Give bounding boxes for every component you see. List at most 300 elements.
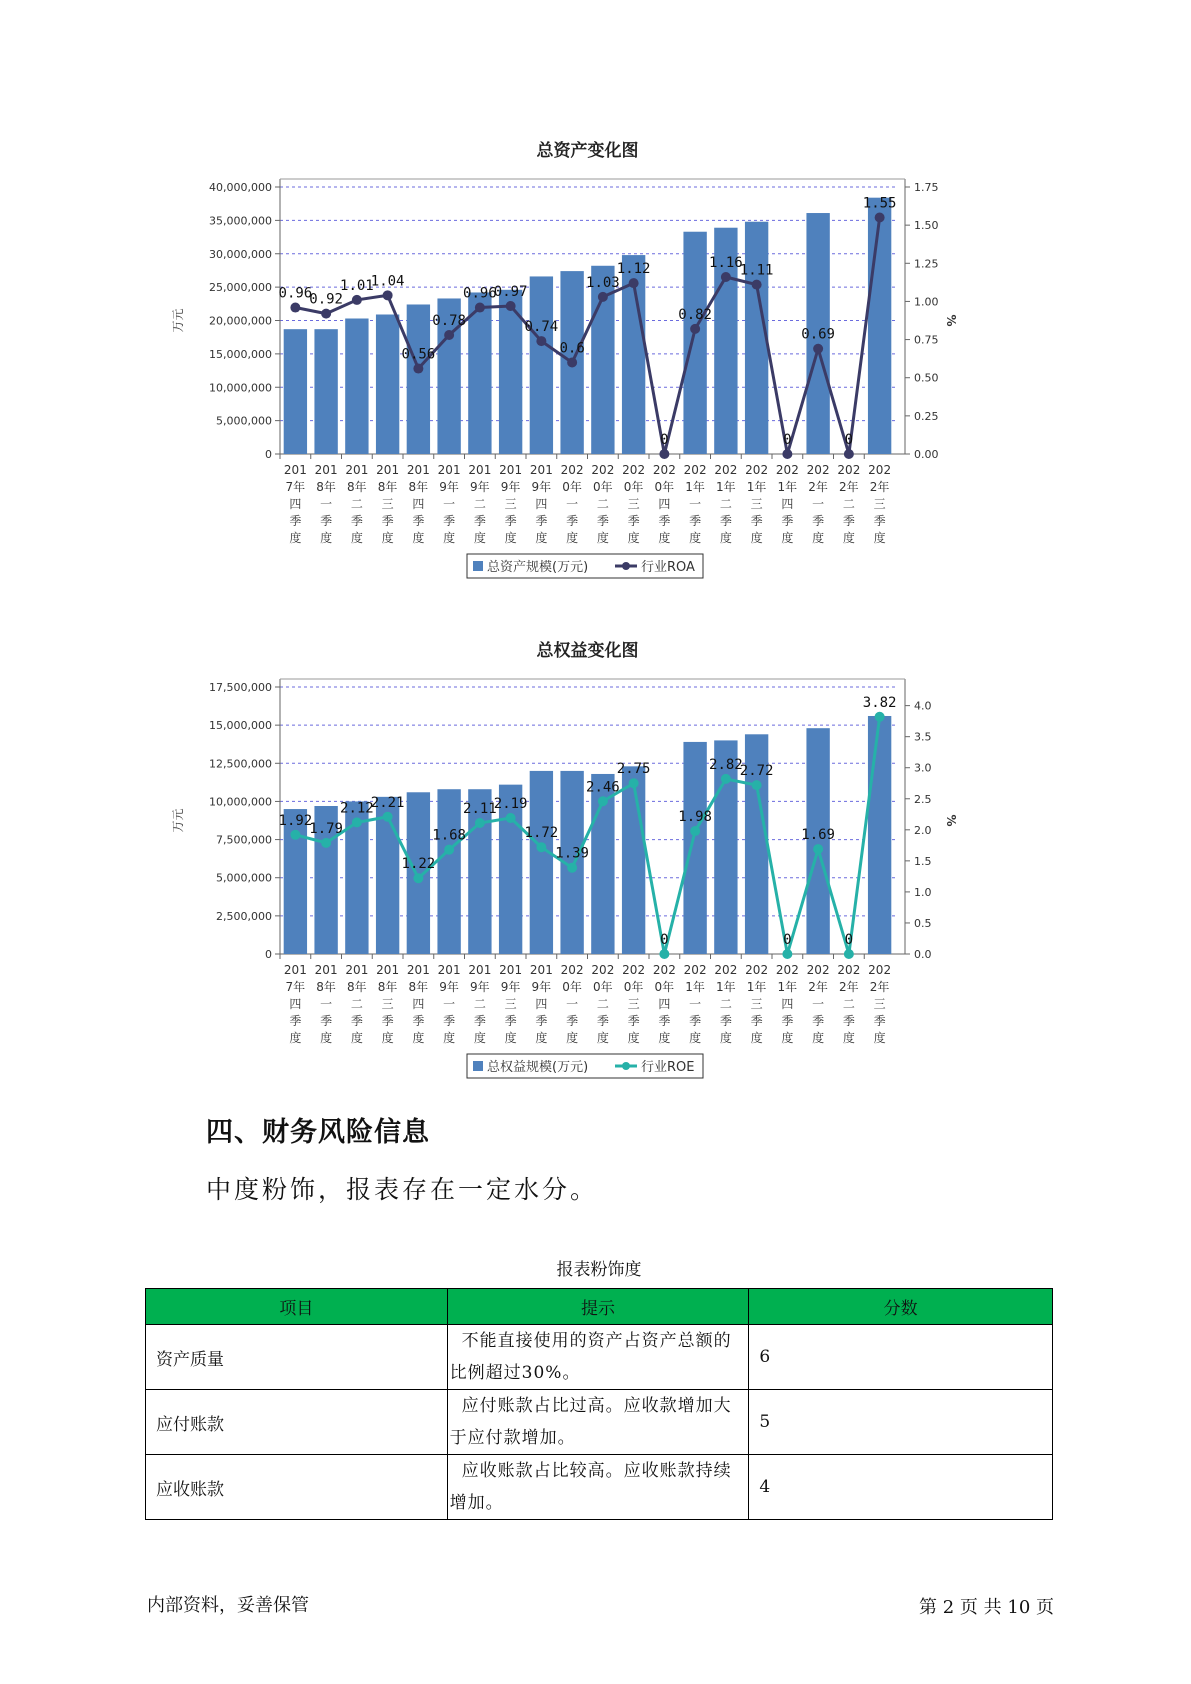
data-label: 1.79 bbox=[309, 820, 343, 837]
x-tick-label: 一 bbox=[566, 497, 579, 511]
x-tick-label: 202 bbox=[868, 963, 892, 977]
x-tick-label: 四 bbox=[658, 497, 671, 511]
data-label: 0.6 bbox=[559, 340, 585, 357]
header-item: 项目 bbox=[146, 1289, 448, 1325]
data-label: 1.72 bbox=[524, 825, 559, 842]
x-tick-label: 202 bbox=[775, 463, 799, 477]
x-tick-label: 2年 bbox=[808, 980, 828, 994]
x-tick-label: 202 bbox=[806, 963, 830, 977]
x-tick-label: 季 bbox=[320, 1014, 333, 1028]
x-tick-label: 度 bbox=[842, 531, 855, 545]
x-tick-label: 季 bbox=[535, 1014, 548, 1028]
line-point bbox=[659, 449, 669, 459]
row-score: 6 bbox=[749, 1325, 1053, 1390]
whitewash-table bbox=[145, 1288, 1053, 1520]
data-label: 0.82 bbox=[678, 306, 712, 323]
x-tick-label: 度 bbox=[566, 1031, 579, 1045]
y-tick-label: 25,000,000 bbox=[209, 281, 272, 295]
x-tick-label: 季 bbox=[627, 1014, 640, 1028]
line-point bbox=[629, 278, 639, 288]
x-tick-label: 度 bbox=[781, 1031, 794, 1045]
x-tick-label: 度 bbox=[289, 531, 302, 545]
table-caption: 报表粉饰度 bbox=[556, 1260, 642, 1280]
x-tick-label: 201 bbox=[529, 463, 553, 477]
x-tick-label: 季 bbox=[504, 1014, 517, 1028]
x-tick-label: 度 bbox=[381, 531, 394, 545]
bar bbox=[868, 716, 891, 954]
data-label: 2.19 bbox=[493, 796, 528, 813]
x-tick-label: 202 bbox=[714, 463, 738, 477]
x-tick-label: 季 bbox=[750, 514, 763, 528]
x-tick-label: 四 bbox=[412, 497, 425, 511]
x-tick-label: 1年 bbox=[746, 480, 767, 494]
x-tick-label: 1年 bbox=[777, 980, 798, 994]
bar bbox=[622, 766, 645, 954]
x-tick-label: 二 bbox=[719, 497, 732, 511]
data-label: 2.75 bbox=[616, 761, 651, 778]
x-tick-label: 度 bbox=[320, 1031, 333, 1045]
x-tick-label: 季 bbox=[842, 1014, 855, 1028]
x-tick-label: 季 bbox=[566, 1014, 579, 1028]
x-tick-label: 度 bbox=[627, 1031, 640, 1045]
x-tick-label: 二 bbox=[596, 997, 609, 1011]
x-tick-label: 9年 bbox=[470, 480, 490, 494]
x-tick-label: 季 bbox=[781, 1014, 794, 1028]
line-point bbox=[782, 949, 792, 959]
data-label: 0 bbox=[660, 432, 669, 448]
line-point bbox=[629, 778, 639, 788]
y-tick-label: 0 bbox=[265, 948, 272, 961]
line-point bbox=[567, 863, 577, 873]
x-tick-label: 二 bbox=[473, 497, 486, 511]
y2-tick-label: 0.5 bbox=[914, 916, 932, 930]
y2-tick-label: 1.5 bbox=[914, 854, 932, 868]
x-tick-label: 2年 bbox=[839, 480, 859, 494]
x-tick-label: 度 bbox=[781, 531, 794, 545]
data-label: 0.97 bbox=[493, 284, 528, 301]
line-point bbox=[352, 817, 362, 827]
y2-tick-label: 3.0 bbox=[914, 761, 932, 775]
data-label: 0 bbox=[783, 432, 792, 448]
x-tick-label: 季 bbox=[627, 514, 640, 528]
x-tick-label: 0年 bbox=[623, 980, 644, 994]
line-point bbox=[598, 796, 608, 806]
y-tick-label: 5,000,000 bbox=[216, 871, 272, 885]
y2-tick-label: 1.75 bbox=[914, 181, 939, 194]
data-label: 0.69 bbox=[801, 326, 835, 343]
y-tick-label: 5,000,000 bbox=[216, 414, 272, 428]
y-tick-label: 2,500,000 bbox=[216, 909, 272, 923]
x-tick-label: 四 bbox=[289, 997, 302, 1011]
data-label: 2.21 bbox=[370, 794, 405, 811]
x-tick-label: 201 bbox=[468, 963, 492, 977]
x-tick-label: 202 bbox=[775, 963, 799, 977]
x-tick-label: 8年 bbox=[316, 480, 336, 494]
y-tick-label: 35,000,000 bbox=[209, 214, 272, 228]
y2-tick-label: 2.0 bbox=[914, 823, 932, 837]
x-tick-label: 季 bbox=[596, 514, 609, 528]
data-label: 1.68 bbox=[432, 827, 466, 844]
x-tick-label: 季 bbox=[658, 514, 671, 528]
x-tick-label: 季 bbox=[412, 514, 425, 528]
line-point bbox=[383, 290, 393, 300]
table-row bbox=[146, 1325, 1053, 1390]
x-tick-label: 0年 bbox=[562, 480, 582, 494]
line-point bbox=[290, 303, 300, 313]
row-item: 应收账款 bbox=[146, 1455, 448, 1520]
y2-tick-label: 0.00 bbox=[914, 448, 939, 461]
x-tick-label: 季 bbox=[473, 514, 486, 528]
line-point bbox=[813, 344, 823, 354]
x-tick-label: 8年 bbox=[408, 980, 429, 994]
x-tick-label: 度 bbox=[627, 531, 640, 545]
line-point bbox=[659, 949, 669, 959]
x-tick-label: 季 bbox=[412, 1014, 425, 1028]
line-point bbox=[690, 324, 700, 334]
total-assets-chart bbox=[150, 140, 970, 600]
line-point bbox=[444, 330, 454, 340]
y2-tick-label: 1.0 bbox=[914, 885, 932, 899]
x-tick-label: 201 bbox=[283, 963, 307, 977]
x-tick-label: 季 bbox=[350, 1014, 363, 1028]
x-tick-label: 二 bbox=[350, 997, 363, 1011]
x-tick-label: 四 bbox=[289, 497, 302, 511]
legend-line-marker bbox=[622, 562, 630, 570]
x-tick-label: 2年 bbox=[839, 980, 859, 994]
line-point bbox=[536, 336, 546, 346]
row-item: 资产质量 bbox=[146, 1325, 448, 1390]
x-tick-label: 季 bbox=[504, 514, 517, 528]
bar bbox=[407, 792, 430, 954]
x-tick-label: 201 bbox=[529, 963, 553, 977]
x-tick-label: 度 bbox=[504, 1031, 517, 1045]
x-tick-label: 2年 bbox=[869, 980, 890, 994]
y-tick-label: 30,000,000 bbox=[209, 247, 272, 261]
row-tip-text: 应收账款占比较高。应收账款持续增加。 bbox=[449, 1461, 732, 1513]
x-tick-label: 季 bbox=[566, 514, 579, 528]
data-label: 0 bbox=[783, 932, 792, 948]
bar bbox=[683, 742, 706, 954]
x-tick-label: 0年 bbox=[593, 980, 613, 994]
x-tick-label: 0年 bbox=[593, 480, 613, 494]
x-tick-label: 0年 bbox=[562, 980, 582, 994]
y-tick-label: 10,000,000 bbox=[209, 381, 272, 395]
x-tick-label: 三 bbox=[381, 497, 394, 511]
x-tick-label: 季 bbox=[289, 1014, 302, 1028]
x-tick-label: 201 bbox=[468, 463, 492, 477]
x-tick-label: 9年 bbox=[531, 980, 552, 994]
x-tick-label: 度 bbox=[842, 1031, 855, 1045]
x-tick-label: 三 bbox=[504, 497, 517, 511]
x-tick-label: 201 bbox=[314, 963, 338, 977]
x-tick-label: 度 bbox=[719, 1031, 732, 1045]
x-tick-label: 202 bbox=[745, 463, 769, 477]
x-tick-label: 三 bbox=[873, 497, 886, 511]
x-tick-label: 季 bbox=[719, 1014, 732, 1028]
x-tick-label: 一 bbox=[689, 497, 702, 511]
x-tick-label: 202 bbox=[683, 463, 707, 477]
x-tick-label: 一 bbox=[443, 997, 456, 1011]
x-tick-label: 度 bbox=[689, 1031, 702, 1045]
y-tick-label: 15,000,000 bbox=[209, 347, 272, 361]
data-label: 2.72 bbox=[739, 763, 774, 780]
x-tick-label: 季 bbox=[381, 514, 394, 528]
x-tick-label: 季 bbox=[535, 514, 548, 528]
x-tick-label: 四 bbox=[781, 997, 794, 1011]
x-tick-label: 2年 bbox=[869, 480, 890, 494]
x-tick-label: 度 bbox=[473, 531, 486, 545]
bar bbox=[868, 198, 891, 454]
x-tick-label: 度 bbox=[689, 531, 702, 545]
legend-bar-swatch bbox=[473, 561, 483, 571]
x-tick-label: 度 bbox=[350, 1031, 363, 1045]
x-tick-label: 201 bbox=[345, 463, 369, 477]
line-point bbox=[752, 780, 762, 790]
x-tick-label: 201 bbox=[376, 463, 400, 477]
x-tick-label: 202 bbox=[837, 463, 861, 477]
bar bbox=[284, 329, 307, 454]
x-tick-label: 0年 bbox=[654, 980, 675, 994]
row-tip bbox=[447, 1390, 749, 1455]
legend-bar-label: 总资产规模(万元) bbox=[487, 560, 589, 575]
total-equity-chart bbox=[150, 640, 970, 1100]
x-tick-label: 1年 bbox=[685, 480, 705, 494]
row-score: 5 bbox=[749, 1390, 1053, 1455]
x-tick-label: 202 bbox=[622, 963, 646, 977]
x-tick-label: 度 bbox=[658, 531, 671, 545]
x-tick-label: 一 bbox=[320, 997, 333, 1011]
x-tick-label: 1年 bbox=[746, 980, 767, 994]
x-tick-label: 8年 bbox=[377, 480, 398, 494]
data-label: 1.55 bbox=[862, 195, 897, 212]
x-tick-label: 度 bbox=[504, 531, 517, 545]
line-point bbox=[752, 280, 762, 290]
x-tick-label: 8年 bbox=[347, 480, 367, 494]
x-tick-label: 9年 bbox=[500, 480, 521, 494]
x-tick-label: 8年 bbox=[377, 980, 398, 994]
chart-svg bbox=[150, 640, 970, 1100]
x-tick-label: 季 bbox=[812, 514, 825, 528]
line-point bbox=[782, 449, 792, 459]
footer-page-number: 第 2 页 共 10 页 bbox=[919, 1597, 1054, 1618]
x-tick-label: 8年 bbox=[347, 980, 367, 994]
x-tick-label: 202 bbox=[622, 463, 646, 477]
x-tick-label: 202 bbox=[714, 963, 738, 977]
footer-confidential: 内部资料，妥善保管 bbox=[147, 1595, 309, 1616]
x-tick-label: 度 bbox=[873, 1031, 886, 1045]
x-tick-label: 季 bbox=[381, 1014, 394, 1028]
line-point bbox=[567, 357, 577, 367]
x-tick-label: 一 bbox=[689, 997, 702, 1011]
y2-tick-label: 4.0 bbox=[914, 699, 932, 713]
x-tick-label: 7年 bbox=[285, 480, 306, 494]
x-tick-label: 季 bbox=[812, 1014, 825, 1028]
x-tick-label: 度 bbox=[443, 1031, 456, 1045]
legend-bar-label: 总权益规模(万元) bbox=[487, 1060, 589, 1075]
x-tick-label: 三 bbox=[381, 997, 394, 1011]
x-tick-label: 7年 bbox=[285, 980, 306, 994]
x-tick-label: 202 bbox=[837, 963, 861, 977]
header-tip: 提示 bbox=[447, 1289, 749, 1325]
data-label: 1.39 bbox=[555, 845, 589, 862]
x-tick-label: 四 bbox=[658, 997, 671, 1011]
x-tick-label: 四 bbox=[781, 497, 794, 511]
x-tick-label: 三 bbox=[504, 997, 517, 1011]
x-tick-label: 度 bbox=[658, 1031, 671, 1045]
x-tick-label: 一 bbox=[443, 497, 456, 511]
x-tick-label: 季 bbox=[873, 1014, 886, 1028]
line-point bbox=[506, 301, 516, 311]
line-point bbox=[844, 949, 854, 959]
x-tick-label: 度 bbox=[412, 1031, 425, 1045]
x-tick-label: 三 bbox=[750, 497, 763, 511]
y-tick-label: 7,500,000 bbox=[216, 833, 272, 847]
data-label: 1.16 bbox=[709, 255, 743, 272]
x-tick-label: 201 bbox=[283, 463, 307, 477]
x-tick-label: 四 bbox=[535, 497, 548, 511]
data-label: 3.82 bbox=[862, 694, 897, 711]
data-label: 0 bbox=[844, 432, 854, 448]
data-label: 0 bbox=[660, 932, 669, 948]
x-tick-label: 二 bbox=[596, 497, 609, 511]
data-label: 0.78 bbox=[432, 312, 466, 329]
data-label: 0.96 bbox=[463, 285, 497, 302]
line-point bbox=[321, 838, 331, 848]
x-tick-label: 9年 bbox=[470, 980, 490, 994]
x-tick-label: 季 bbox=[750, 1014, 763, 1028]
x-tick-label: 9年 bbox=[439, 480, 459, 494]
row-item: 应付账款 bbox=[146, 1390, 448, 1455]
data-label: 2.82 bbox=[709, 756, 743, 773]
x-tick-label: 度 bbox=[535, 531, 548, 545]
x-tick-label: 季 bbox=[350, 514, 363, 528]
bar bbox=[530, 771, 553, 954]
x-tick-label: 201 bbox=[437, 963, 461, 977]
x-tick-label: 一 bbox=[566, 997, 579, 1011]
x-tick-label: 季 bbox=[842, 514, 855, 528]
x-tick-label: 201 bbox=[406, 463, 430, 477]
line-point bbox=[721, 774, 731, 784]
chart-title: 总权益变化图 bbox=[536, 641, 639, 661]
x-tick-label: 201 bbox=[437, 463, 461, 477]
y2-tick-label: 2.5 bbox=[914, 792, 932, 806]
y-tick-label: 20,000,000 bbox=[209, 314, 272, 328]
y2-tick-label: 0.0 bbox=[914, 948, 932, 961]
x-tick-label: 1年 bbox=[716, 480, 736, 494]
line-point bbox=[721, 272, 731, 282]
x-tick-label: 202 bbox=[591, 463, 615, 477]
x-tick-label: 8年 bbox=[408, 480, 429, 494]
x-tick-label: 三 bbox=[750, 997, 763, 1011]
section-title: 四、财务风险信息 bbox=[206, 1117, 430, 1148]
x-tick-label: 季 bbox=[873, 514, 886, 528]
legend-line-marker bbox=[622, 1062, 630, 1070]
line-point bbox=[506, 813, 516, 823]
x-tick-label: 二 bbox=[350, 497, 363, 511]
bar bbox=[345, 318, 368, 454]
x-tick-label: 202 bbox=[591, 963, 615, 977]
y2-tick-label: 1.00 bbox=[914, 295, 939, 309]
x-tick-label: 季 bbox=[781, 514, 794, 528]
bar bbox=[530, 276, 553, 454]
data-label: 1.03 bbox=[586, 274, 620, 291]
x-tick-label: 季 bbox=[443, 514, 456, 528]
line-point bbox=[290, 830, 300, 840]
x-tick-label: 201 bbox=[406, 963, 430, 977]
line-point bbox=[875, 213, 885, 223]
row-tip bbox=[447, 1325, 749, 1390]
x-tick-label: 202 bbox=[683, 963, 707, 977]
row-tip bbox=[447, 1455, 749, 1520]
bar bbox=[437, 789, 460, 954]
x-tick-label: 三 bbox=[627, 497, 640, 511]
x-tick-label: 季 bbox=[719, 514, 732, 528]
line-point bbox=[475, 303, 485, 313]
data-label: 1.12 bbox=[616, 261, 651, 278]
line-point bbox=[598, 292, 608, 302]
x-tick-label: 202 bbox=[806, 463, 830, 477]
data-label: 2.12 bbox=[340, 800, 374, 817]
x-tick-label: 9年 bbox=[500, 980, 521, 994]
table-row bbox=[146, 1390, 1053, 1455]
x-tick-label: 二 bbox=[842, 997, 855, 1011]
x-tick-label: 一 bbox=[320, 497, 333, 511]
y-tick-label: 15,000,000 bbox=[209, 719, 272, 733]
y2-tick-label: 0.25 bbox=[914, 409, 939, 423]
y2-tick-label: 0.50 bbox=[914, 371, 939, 385]
x-tick-label: 1年 bbox=[716, 980, 736, 994]
x-tick-label: 0年 bbox=[623, 480, 644, 494]
x-tick-label: 202 bbox=[868, 463, 892, 477]
line-point bbox=[413, 364, 423, 374]
data-label: 0.92 bbox=[309, 291, 343, 308]
x-tick-label: 202 bbox=[560, 963, 584, 977]
row-tip-text: 应付账款占比过高。应收款增加大于应付款增加。 bbox=[449, 1396, 732, 1448]
legend-line-label: 行业ROA bbox=[641, 560, 695, 575]
y-tick-label: 0 bbox=[265, 448, 272, 461]
line-point bbox=[444, 845, 454, 855]
x-tick-label: 季 bbox=[596, 1014, 609, 1028]
x-tick-label: 202 bbox=[652, 463, 676, 477]
line-point bbox=[690, 826, 700, 836]
x-tick-label: 202 bbox=[652, 963, 676, 977]
x-tick-label: 四 bbox=[412, 997, 425, 1011]
x-tick-label: 度 bbox=[473, 1031, 486, 1045]
data-label: 0 bbox=[844, 932, 854, 948]
data-label: 0.74 bbox=[524, 319, 559, 336]
bar bbox=[683, 232, 706, 454]
x-tick-label: 一 bbox=[812, 997, 825, 1011]
legend-bar-swatch bbox=[473, 1061, 483, 1071]
y-tick-label: 40,000,000 bbox=[209, 181, 272, 194]
y2-tick-label: 0.75 bbox=[914, 333, 939, 347]
x-tick-label: 2年 bbox=[808, 480, 828, 494]
data-label: 1.04 bbox=[370, 273, 405, 290]
y-tick-label: 12,500,000 bbox=[209, 757, 272, 771]
data-label: 1.98 bbox=[678, 809, 712, 826]
x-tick-label: 季 bbox=[443, 1014, 456, 1028]
x-tick-label: 度 bbox=[596, 531, 609, 545]
x-tick-label: 1年 bbox=[685, 980, 705, 994]
x-tick-label: 201 bbox=[345, 963, 369, 977]
x-tick-label: 一 bbox=[812, 497, 825, 511]
data-label: 1.01 bbox=[340, 277, 374, 294]
x-tick-label: 202 bbox=[560, 463, 584, 477]
x-tick-label: 1年 bbox=[777, 480, 798, 494]
x-tick-label: 四 bbox=[535, 997, 548, 1011]
x-tick-label: 季 bbox=[320, 514, 333, 528]
y2-axis-label: % bbox=[944, 814, 958, 827]
